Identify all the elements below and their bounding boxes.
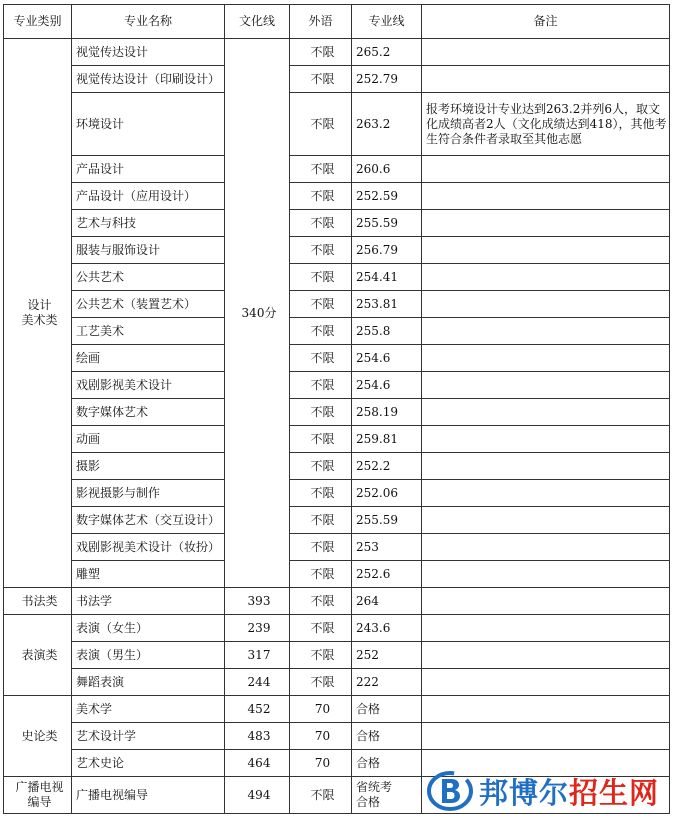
major-line-cell: 260.6	[352, 156, 422, 183]
remark-cell	[422, 696, 670, 723]
major-cell: 艺术史论	[72, 750, 225, 777]
foreign-language-cell: 不限	[290, 291, 352, 318]
major-cell: 美术学	[72, 696, 225, 723]
foreign-language-cell: 不限	[290, 642, 352, 669]
header-row	[4, 5, 670, 39]
foreign-language-cell: 不限	[290, 507, 352, 534]
remark-cell	[422, 156, 670, 183]
major-cell: 公共艺术	[72, 264, 225, 291]
major-cell: 表演（女生）	[72, 615, 225, 642]
table-row	[4, 642, 670, 669]
table-row	[4, 696, 670, 723]
remark-cell	[422, 534, 670, 561]
foreign-language-cell: 70	[290, 696, 352, 723]
major-cell: 戏剧影视美术设计	[72, 372, 225, 399]
category-cell: 广播电视 编导	[4, 777, 72, 814]
major-cell: 视觉传达设计（印刷设计）	[72, 66, 225, 93]
table-row	[4, 588, 670, 615]
table-row	[4, 345, 670, 372]
major-cell: 产品设计	[72, 156, 225, 183]
major-cell: 动画	[72, 426, 225, 453]
major-line-cell: 255.59	[352, 507, 422, 534]
foreign-language-cell: 不限	[290, 264, 352, 291]
major-line-cell: 265.2	[352, 39, 422, 66]
foreign-language-cell: 不限	[290, 615, 352, 642]
culture-line-cell: 239	[225, 615, 290, 642]
foreign-language-cell: 不限	[290, 480, 352, 507]
culture-line-cell: 452	[225, 696, 290, 723]
foreign-language-cell: 不限	[290, 426, 352, 453]
foreign-language-cell: 不限	[290, 453, 352, 480]
remark-cell	[422, 588, 670, 615]
remark-cell	[422, 237, 670, 264]
category-cell: 史论类	[4, 696, 72, 777]
major-cell: 绘画	[72, 345, 225, 372]
header-remark: 备注	[422, 5, 670, 39]
major-cell: 艺术设计学	[72, 723, 225, 750]
remark-cell: 报考环境设计专业达到263.2并列6人，取文化成绩高者2人（文化成绩达到418），其他考生符合条件者录取至其他志愿	[422, 93, 670, 156]
major-cell: 书法学	[72, 588, 225, 615]
remark-cell	[422, 264, 670, 291]
major-line-cell: 252	[352, 642, 422, 669]
culture-line-cell: 483	[225, 723, 290, 750]
table-row	[4, 318, 670, 345]
major-line-cell: 省统考 合格	[352, 777, 422, 814]
major-cell: 摄影	[72, 453, 225, 480]
foreign-language-cell: 不限	[290, 183, 352, 210]
foreign-language-cell: 不限	[290, 669, 352, 696]
brand-logo-icon	[425, 768, 475, 814]
admission-score-table	[3, 4, 670, 814]
major-cell: 公共艺术（装置艺术）	[72, 291, 225, 318]
culture-line-cell: 393	[225, 588, 290, 615]
remark-cell	[422, 723, 670, 750]
header-category: 专业类别	[4, 5, 72, 39]
major-cell: 服装与服饰设计	[72, 237, 225, 264]
remark-cell	[422, 426, 670, 453]
table-row	[4, 210, 670, 237]
major-cell: 数字媒体艺术	[72, 399, 225, 426]
major-cell: 产品设计（应用设计）	[72, 183, 225, 210]
major-cell: 数字媒体艺术（交互设计）	[72, 507, 225, 534]
table-row	[4, 156, 670, 183]
culture-line-cell: 494	[225, 777, 290, 814]
major-cell: 视觉传达设计	[72, 39, 225, 66]
foreign-language-cell: 不限	[290, 318, 352, 345]
header-foreign-language: 外语	[290, 5, 352, 39]
foreign-language-cell: 不限	[290, 399, 352, 426]
foreign-language-cell: 不限	[290, 777, 352, 814]
foreign-language-cell: 不限	[290, 588, 352, 615]
major-line-cell: 222	[352, 669, 422, 696]
foreign-language-cell: 不限	[290, 66, 352, 93]
table-row	[4, 669, 670, 696]
culture-line-cell: 244	[225, 669, 290, 696]
major-cell: 戏剧影视美术设计（妆扮）	[72, 534, 225, 561]
major-line-cell: 252.79	[352, 66, 422, 93]
table-body	[4, 39, 670, 814]
remark-cell	[422, 210, 670, 237]
table-row	[4, 39, 670, 66]
table-row	[4, 183, 670, 210]
foreign-language-cell: 不限	[290, 534, 352, 561]
foreign-language-cell: 70	[290, 723, 352, 750]
remark-cell	[422, 318, 670, 345]
table-row	[4, 480, 670, 507]
major-line-cell: 255.59	[352, 210, 422, 237]
major-cell: 工艺美术	[72, 318, 225, 345]
foreign-language-cell: 不限	[290, 237, 352, 264]
culture-line-cell: 340分	[225, 39, 290, 588]
remark-cell	[422, 345, 670, 372]
remark-cell	[422, 615, 670, 642]
table-row	[4, 507, 670, 534]
major-cell: 环境设计	[72, 93, 225, 156]
foreign-language-cell: 不限	[290, 156, 352, 183]
table-row	[4, 615, 670, 642]
remark-cell	[422, 399, 670, 426]
watermark-text	[479, 771, 659, 812]
major-line-cell: 243.6	[352, 615, 422, 642]
table-row	[4, 426, 670, 453]
category-cell: 表演类	[4, 615, 72, 696]
foreign-language-cell: 不限	[290, 39, 352, 66]
table-row	[4, 561, 670, 588]
major-cell: 舞蹈表演	[72, 669, 225, 696]
culture-line-cell: 464	[225, 750, 290, 777]
remark-cell	[422, 372, 670, 399]
major-line-cell: 259.81	[352, 426, 422, 453]
major-line-cell: 263.2	[352, 93, 422, 156]
header-culture-line: 文化线	[225, 5, 290, 39]
watermark-text-red: 招生网	[569, 775, 660, 810]
table-row	[4, 291, 670, 318]
major-line-cell: 258.19	[352, 399, 422, 426]
major-line-cell: 255.8	[352, 318, 422, 345]
major-line-cell: 252.59	[352, 183, 422, 210]
header-major: 专业名称	[72, 5, 225, 39]
culture-line-cell: 317	[225, 642, 290, 669]
remark-cell	[422, 291, 670, 318]
foreign-language-cell: 不限	[290, 210, 352, 237]
major-line-cell: 254.6	[352, 372, 422, 399]
major-line-cell: 252.6	[352, 561, 422, 588]
major-cell: 表演（男生）	[72, 642, 225, 669]
table-row	[4, 399, 670, 426]
major-line-cell: 合格	[352, 696, 422, 723]
major-line-cell: 合格	[352, 723, 422, 750]
watermark-text-blue: 邦博尔	[479, 775, 570, 810]
major-line-cell: 254.6	[352, 345, 422, 372]
major-line-cell: 256.79	[352, 237, 422, 264]
remark-cell	[422, 669, 670, 696]
header-major-line: 专业线	[352, 5, 422, 39]
category-cell: 设计 美术类	[4, 39, 72, 588]
table-row	[4, 723, 670, 750]
category-cell: 书法类	[4, 588, 72, 615]
table-row	[4, 372, 670, 399]
major-cell: 雕塑	[72, 561, 225, 588]
remark-cell	[422, 453, 670, 480]
remark-cell	[422, 507, 670, 534]
major-cell: 影视摄影与制作	[72, 480, 225, 507]
site-watermark	[425, 766, 674, 816]
foreign-language-cell: 不限	[290, 93, 352, 156]
foreign-language-cell: 不限	[290, 345, 352, 372]
major-line-cell: 253.81	[352, 291, 422, 318]
major-cell: 广播电视编导	[72, 777, 225, 814]
foreign-language-cell: 不限	[290, 372, 352, 399]
table-row	[4, 66, 670, 93]
table-row	[4, 264, 670, 291]
remark-cell	[422, 480, 670, 507]
table-row	[4, 534, 670, 561]
major-line-cell: 253	[352, 534, 422, 561]
remark-cell	[422, 39, 670, 66]
major-line-cell: 252.06	[352, 480, 422, 507]
remark-cell	[422, 642, 670, 669]
major-line-cell: 252.2	[352, 453, 422, 480]
major-cell: 艺术与科技	[72, 210, 225, 237]
major-line-cell: 254.41	[352, 264, 422, 291]
major-line-cell: 264	[352, 588, 422, 615]
remark-cell	[422, 561, 670, 588]
foreign-language-cell: 不限	[290, 561, 352, 588]
remark-cell	[422, 66, 670, 93]
table-row	[4, 93, 670, 156]
remark-cell	[422, 183, 670, 210]
major-line-cell: 合格	[352, 750, 422, 777]
table-row	[4, 453, 670, 480]
table-row	[4, 237, 670, 264]
foreign-language-cell: 70	[290, 750, 352, 777]
